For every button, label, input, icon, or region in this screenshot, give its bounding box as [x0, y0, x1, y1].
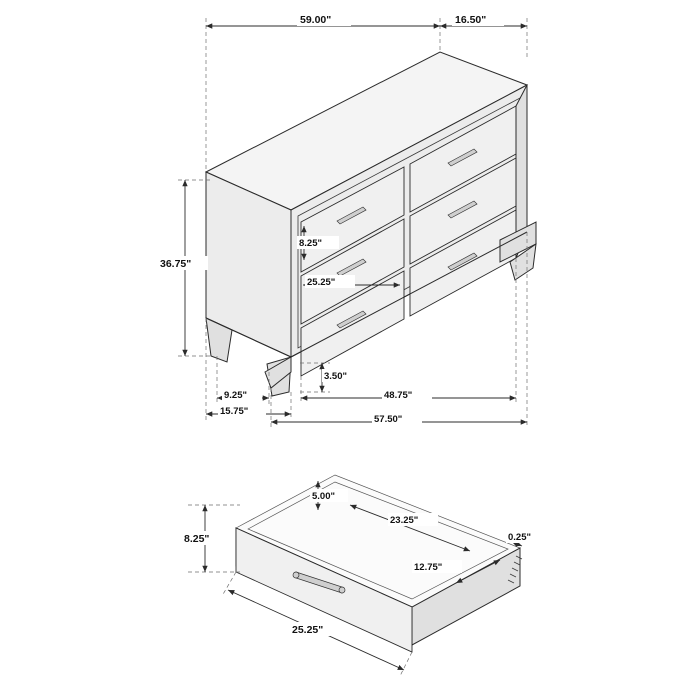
dim-top-depth [440, 12, 527, 26]
dim-label-overall-height: 36.75" [160, 258, 192, 270]
dim-leg-depth [217, 356, 269, 404]
dim-label-top-width: 59.00" [300, 14, 332, 26]
dresser-assembly-figure [158, 12, 536, 428]
dim-drawer-front-height [182, 505, 240, 572]
dim-label-base-width: 57.50" [374, 414, 403, 425]
drawer-detail-figure [182, 475, 546, 676]
dim-overall-height [158, 180, 212, 356]
dim-label-top-depth: 16.50" [455, 14, 487, 26]
dim-label-drawer-front-width: 25.25" [292, 624, 324, 636]
dim-label-side-thickness: 0.25" [508, 532, 531, 543]
dim-label-drawer-front-height: 8.25" [184, 533, 210, 545]
dim-label-base-depth: 15.75" [220, 406, 249, 417]
dim-label-drawer-width: 25.25" [307, 277, 336, 288]
dim-label-base-inner-width: 48.75" [384, 390, 413, 401]
dim-label-interior-width: 23.25" [390, 515, 419, 526]
dim-top-width [206, 12, 440, 26]
dim-label-interior-depth: 5.00" [312, 491, 335, 502]
dim-side-thickness [506, 530, 546, 546]
dim-label-drawer-height: 8.25" [299, 238, 322, 249]
dim-label-interior-side: 12.75" [414, 562, 443, 573]
dim-label-leg-height: 3.50" [324, 371, 347, 382]
dim-label-leg-depth: 9.25" [224, 390, 247, 401]
